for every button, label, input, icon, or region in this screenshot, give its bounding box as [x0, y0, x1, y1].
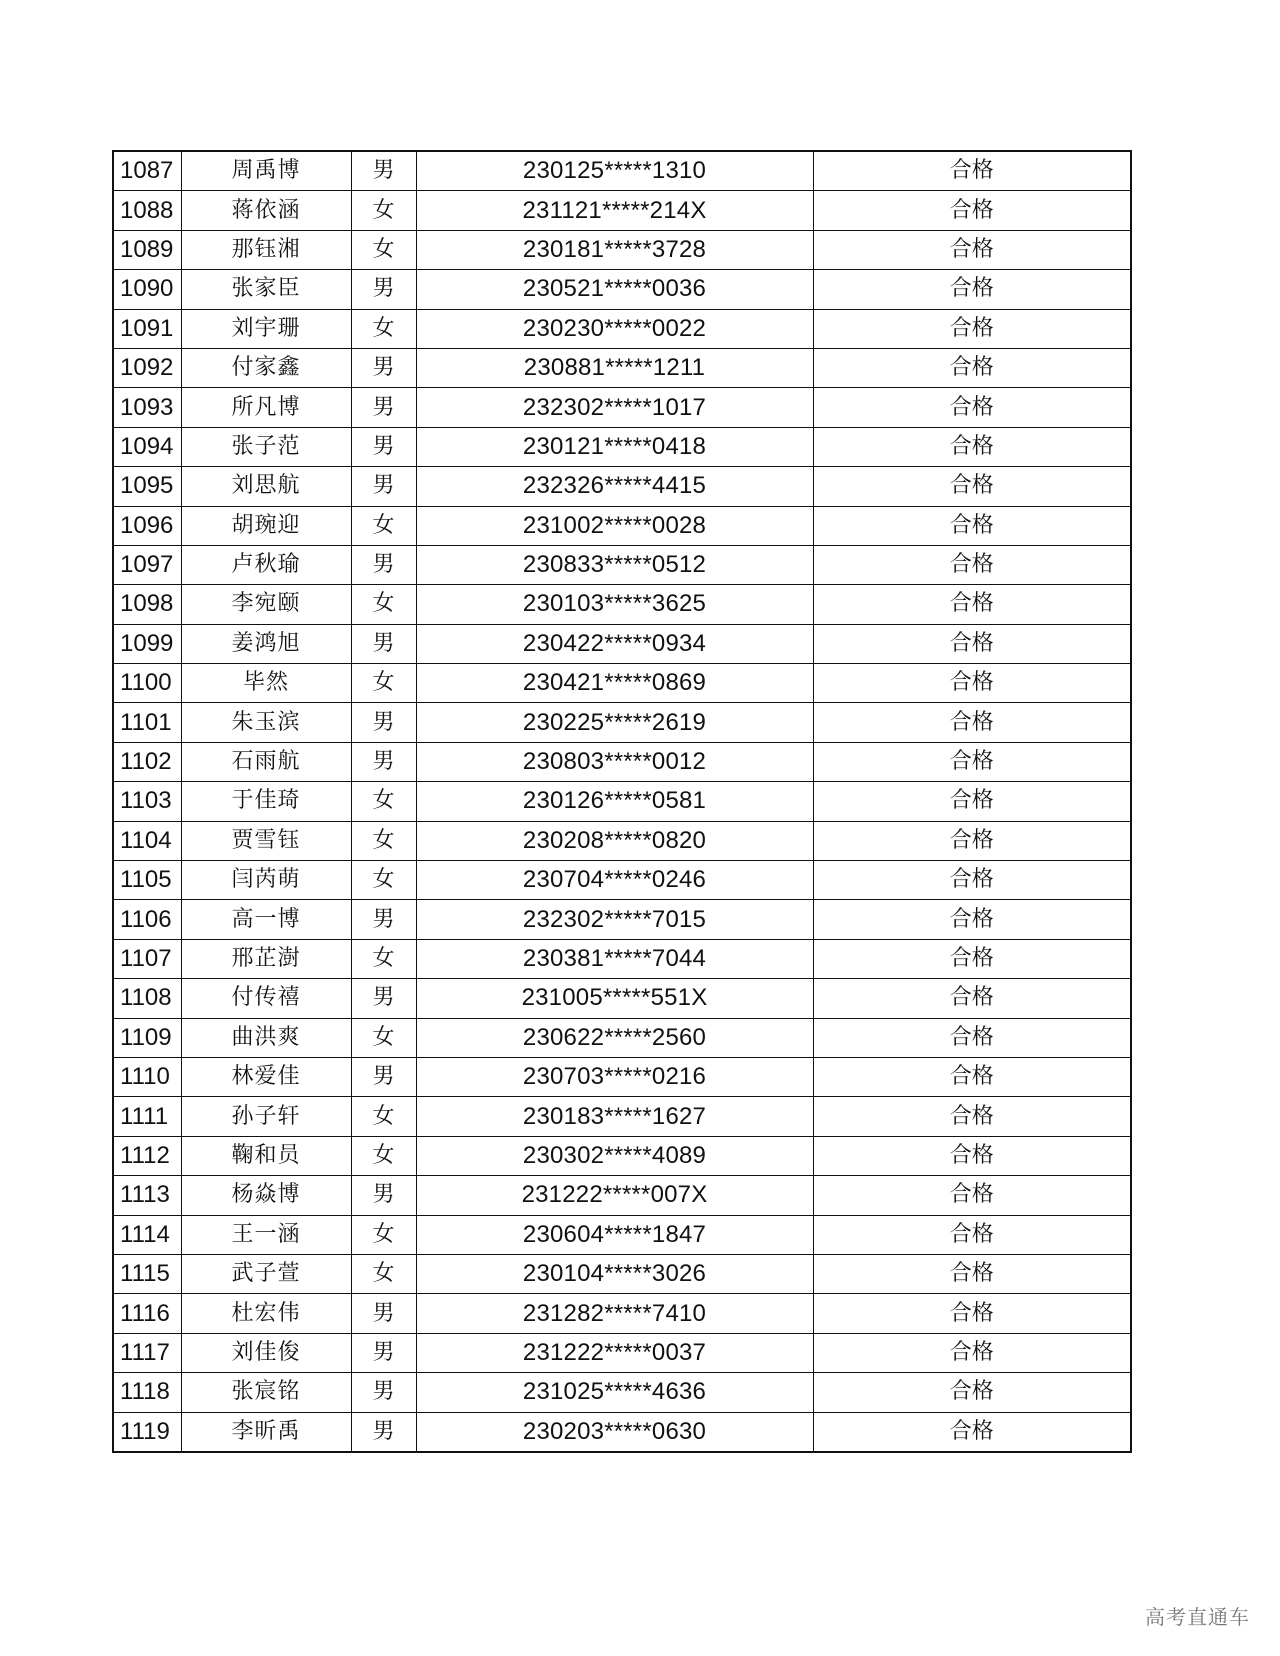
- id-number-cell: 230622*****2560: [416, 1018, 813, 1057]
- id-number-cell: 231025*****4636: [416, 1373, 813, 1412]
- id-number-cell: 230181*****3728: [416, 230, 813, 269]
- table-row: [113, 1136, 1131, 1175]
- name-cell: 贾雪钰: [181, 821, 351, 860]
- gender-cell: 女: [351, 1136, 416, 1175]
- gender-cell: 女: [351, 782, 416, 821]
- result-cell: 合格: [813, 348, 1131, 387]
- gender-cell: 女: [351, 1254, 416, 1293]
- result-cell: 合格: [813, 230, 1131, 269]
- id-number-cell: 230125*****1310: [416, 151, 813, 191]
- id-number-cell: 231121*****214X: [416, 191, 813, 230]
- table-row: [113, 703, 1131, 742]
- id-number-cell: 230881*****1211: [416, 348, 813, 387]
- table-row: [113, 742, 1131, 781]
- table-row: [113, 664, 1131, 703]
- gender-cell: 女: [351, 1215, 416, 1254]
- serial-number-cell: 1104: [113, 821, 181, 860]
- table-row: [113, 585, 1131, 624]
- table-row: [113, 900, 1131, 939]
- name-cell: 李宛颐: [181, 585, 351, 624]
- name-cell: 孙子轩: [181, 1097, 351, 1136]
- name-cell: 杜宏伟: [181, 1294, 351, 1333]
- gender-cell: 男: [351, 270, 416, 309]
- table-row: [113, 151, 1131, 191]
- serial-number-cell: 1108: [113, 979, 181, 1018]
- id-number-cell: 230704*****0246: [416, 861, 813, 900]
- name-cell: 邢芷澍: [181, 939, 351, 978]
- serial-number-cell: 1107: [113, 939, 181, 978]
- result-cell: 合格: [813, 1254, 1131, 1293]
- id-number-cell: 230121*****0418: [416, 427, 813, 466]
- serial-number-cell: 1106: [113, 900, 181, 939]
- serial-number-cell: 1091: [113, 309, 181, 348]
- name-cell: 高一博: [181, 900, 351, 939]
- result-cell: 合格: [813, 900, 1131, 939]
- id-number-cell: 230422*****0934: [416, 624, 813, 663]
- name-cell: 蒋依涵: [181, 191, 351, 230]
- table-row: [113, 427, 1131, 466]
- result-cell: 合格: [813, 1136, 1131, 1175]
- serial-number-cell: 1096: [113, 506, 181, 545]
- table-row: [113, 1176, 1131, 1215]
- gender-cell: 女: [351, 309, 416, 348]
- serial-number-cell: 1113: [113, 1176, 181, 1215]
- id-number-cell: 230103*****3625: [416, 585, 813, 624]
- gender-cell: 男: [351, 1057, 416, 1096]
- id-number-cell: 231002*****0028: [416, 506, 813, 545]
- serial-number-cell: 1119: [113, 1412, 181, 1452]
- name-cell: 李昕禹: [181, 1412, 351, 1452]
- name-cell: 胡琬迎: [181, 506, 351, 545]
- serial-number-cell: 1112: [113, 1136, 181, 1175]
- id-number-cell: 230604*****1847: [416, 1215, 813, 1254]
- name-cell: 石雨航: [181, 742, 351, 781]
- table-row: [113, 782, 1131, 821]
- name-cell: 张家臣: [181, 270, 351, 309]
- id-number-cell: 232302*****7015: [416, 900, 813, 939]
- gender-cell: 男: [351, 742, 416, 781]
- name-cell: 刘佳俊: [181, 1333, 351, 1372]
- serial-number-cell: 1114: [113, 1215, 181, 1254]
- id-number-cell: 230225*****2619: [416, 703, 813, 742]
- serial-number-cell: 1100: [113, 664, 181, 703]
- result-cell: 合格: [813, 270, 1131, 309]
- table-row: [113, 939, 1131, 978]
- table-row: [113, 230, 1131, 269]
- gender-cell: 女: [351, 585, 416, 624]
- name-cell: 张子范: [181, 427, 351, 466]
- serial-number-cell: 1117: [113, 1333, 181, 1372]
- table-row: [113, 309, 1131, 348]
- serial-number-cell: 1094: [113, 427, 181, 466]
- id-number-cell: 230203*****0630: [416, 1412, 813, 1452]
- serial-number-cell: 1090: [113, 270, 181, 309]
- table-row: [113, 545, 1131, 584]
- result-cell: 合格: [813, 703, 1131, 742]
- gender-cell: 男: [351, 388, 416, 427]
- result-cell: 合格: [813, 1176, 1131, 1215]
- serial-number-cell: 1116: [113, 1294, 181, 1333]
- serial-number-cell: 1087: [113, 151, 181, 191]
- table-row: [113, 861, 1131, 900]
- serial-number-cell: 1092: [113, 348, 181, 387]
- result-cell: 合格: [813, 1215, 1131, 1254]
- table-row: [113, 1097, 1131, 1136]
- serial-number-cell: 1109: [113, 1018, 181, 1057]
- name-cell: 武子萱: [181, 1254, 351, 1293]
- result-cell: 合格: [813, 782, 1131, 821]
- id-number-cell: 231222*****007X: [416, 1176, 813, 1215]
- id-number-cell: 231222*****0037: [416, 1333, 813, 1372]
- result-cell: 合格: [813, 506, 1131, 545]
- id-number-cell: 231005*****551X: [416, 979, 813, 1018]
- result-cell: 合格: [813, 467, 1131, 506]
- result-cell: 合格: [813, 191, 1131, 230]
- id-number-cell: 230208*****0820: [416, 821, 813, 860]
- name-cell: 付家鑫: [181, 348, 351, 387]
- roster-table: [112, 150, 1132, 1453]
- id-number-cell: 230521*****0036: [416, 270, 813, 309]
- gender-cell: 女: [351, 506, 416, 545]
- id-number-cell: 231282*****7410: [416, 1294, 813, 1333]
- gender-cell: 男: [351, 1176, 416, 1215]
- gender-cell: 女: [351, 939, 416, 978]
- id-number-cell: 230803*****0012: [416, 742, 813, 781]
- serial-number-cell: 1111: [113, 1097, 181, 1136]
- result-cell: 合格: [813, 1018, 1131, 1057]
- name-cell: 杨焱博: [181, 1176, 351, 1215]
- result-cell: 合格: [813, 1333, 1131, 1372]
- serial-number-cell: 1099: [113, 624, 181, 663]
- gender-cell: 男: [351, 348, 416, 387]
- id-number-cell: 232326*****4415: [416, 467, 813, 506]
- result-cell: 合格: [813, 309, 1131, 348]
- gender-cell: 男: [351, 900, 416, 939]
- serial-number-cell: 1097: [113, 545, 181, 584]
- name-cell: 那钰湘: [181, 230, 351, 269]
- table-row: [113, 1018, 1131, 1057]
- table-row: [113, 1294, 1131, 1333]
- serial-number-cell: 1105: [113, 861, 181, 900]
- gender-cell: 女: [351, 230, 416, 269]
- result-cell: 合格: [813, 664, 1131, 703]
- name-cell: 刘宇珊: [181, 309, 351, 348]
- gender-cell: 男: [351, 703, 416, 742]
- result-cell: 合格: [813, 427, 1131, 466]
- result-cell: 合格: [813, 1097, 1131, 1136]
- name-cell: 所凡博: [181, 388, 351, 427]
- name-cell: 王一涵: [181, 1215, 351, 1254]
- serial-number-cell: 1118: [113, 1373, 181, 1412]
- result-cell: 合格: [813, 151, 1131, 191]
- id-number-cell: 230421*****0869: [416, 664, 813, 703]
- name-cell: 林爱佳: [181, 1057, 351, 1096]
- name-cell: 朱玉滨: [181, 703, 351, 742]
- table-row: [113, 506, 1131, 545]
- result-cell: 合格: [813, 388, 1131, 427]
- gender-cell: 女: [351, 821, 416, 860]
- serial-number-cell: 1088: [113, 191, 181, 230]
- serial-number-cell: 1110: [113, 1057, 181, 1096]
- gender-cell: 男: [351, 151, 416, 191]
- serial-number-cell: 1103: [113, 782, 181, 821]
- gender-cell: 女: [351, 191, 416, 230]
- gender-cell: 男: [351, 979, 416, 1018]
- id-number-cell: 230302*****4089: [416, 1136, 813, 1175]
- name-cell: 闫芮萌: [181, 861, 351, 900]
- id-number-cell: 230104*****3026: [416, 1254, 813, 1293]
- name-cell: 鞠和员: [181, 1136, 351, 1175]
- result-cell: 合格: [813, 939, 1131, 978]
- result-cell: 合格: [813, 545, 1131, 584]
- table-row: [113, 1254, 1131, 1293]
- name-cell: 卢秋瑜: [181, 545, 351, 584]
- result-cell: 合格: [813, 979, 1131, 1018]
- gender-cell: 男: [351, 467, 416, 506]
- id-number-cell: 230230*****0022: [416, 309, 813, 348]
- serial-number-cell: 1093: [113, 388, 181, 427]
- table-row: [113, 624, 1131, 663]
- table-row: [113, 467, 1131, 506]
- serial-number-cell: 1089: [113, 230, 181, 269]
- name-cell: 张宸铭: [181, 1373, 351, 1412]
- gender-cell: 男: [351, 624, 416, 663]
- gender-cell: 男: [351, 1333, 416, 1372]
- result-cell: 合格: [813, 1412, 1131, 1452]
- id-number-cell: 230126*****0581: [416, 782, 813, 821]
- table-row: [113, 1373, 1131, 1412]
- name-cell: 于佳琦: [181, 782, 351, 821]
- gender-cell: 女: [351, 1018, 416, 1057]
- table-row: [113, 191, 1131, 230]
- result-cell: 合格: [813, 742, 1131, 781]
- name-cell: 付传禧: [181, 979, 351, 1018]
- table-row: [113, 821, 1131, 860]
- gender-cell: 女: [351, 1097, 416, 1136]
- id-number-cell: 232302*****1017: [416, 388, 813, 427]
- id-number-cell: 230833*****0512: [416, 545, 813, 584]
- result-cell: 合格: [813, 585, 1131, 624]
- result-cell: 合格: [813, 1373, 1131, 1412]
- id-number-cell: 230183*****1627: [416, 1097, 813, 1136]
- gender-cell: 女: [351, 664, 416, 703]
- id-number-cell: 230381*****7044: [416, 939, 813, 978]
- table-row: [113, 1057, 1131, 1096]
- table-row: [113, 1215, 1131, 1254]
- gender-cell: 男: [351, 427, 416, 466]
- name-cell: 周禹博: [181, 151, 351, 191]
- gender-cell: 女: [351, 861, 416, 900]
- table-row: [113, 1333, 1131, 1372]
- table-row: [113, 979, 1131, 1018]
- serial-number-cell: 1115: [113, 1254, 181, 1293]
- gender-cell: 男: [351, 1373, 416, 1412]
- result-cell: 合格: [813, 1057, 1131, 1096]
- serial-number-cell: 1095: [113, 467, 181, 506]
- gender-cell: 男: [351, 1294, 416, 1333]
- id-number-cell: 230703*****0216: [416, 1057, 813, 1096]
- watermark-text: 高考直通车: [1145, 1605, 1250, 1629]
- serial-number-cell: 1098: [113, 585, 181, 624]
- roster-body: [113, 151, 1131, 1452]
- result-cell: 合格: [813, 861, 1131, 900]
- result-cell: 合格: [813, 1294, 1131, 1333]
- table-row: [113, 388, 1131, 427]
- result-cell: 合格: [813, 821, 1131, 860]
- gender-cell: 男: [351, 545, 416, 584]
- name-cell: 曲洪爽: [181, 1018, 351, 1057]
- serial-number-cell: 1101: [113, 703, 181, 742]
- gender-cell: 男: [351, 1412, 416, 1452]
- name-cell: 刘思航: [181, 467, 351, 506]
- name-cell: 姜鸿旭: [181, 624, 351, 663]
- result-cell: 合格: [813, 624, 1131, 663]
- table-row: [113, 1412, 1131, 1452]
- table-row: [113, 348, 1131, 387]
- name-cell: 毕然: [181, 664, 351, 703]
- table-row: [113, 270, 1131, 309]
- serial-number-cell: 1102: [113, 742, 181, 781]
